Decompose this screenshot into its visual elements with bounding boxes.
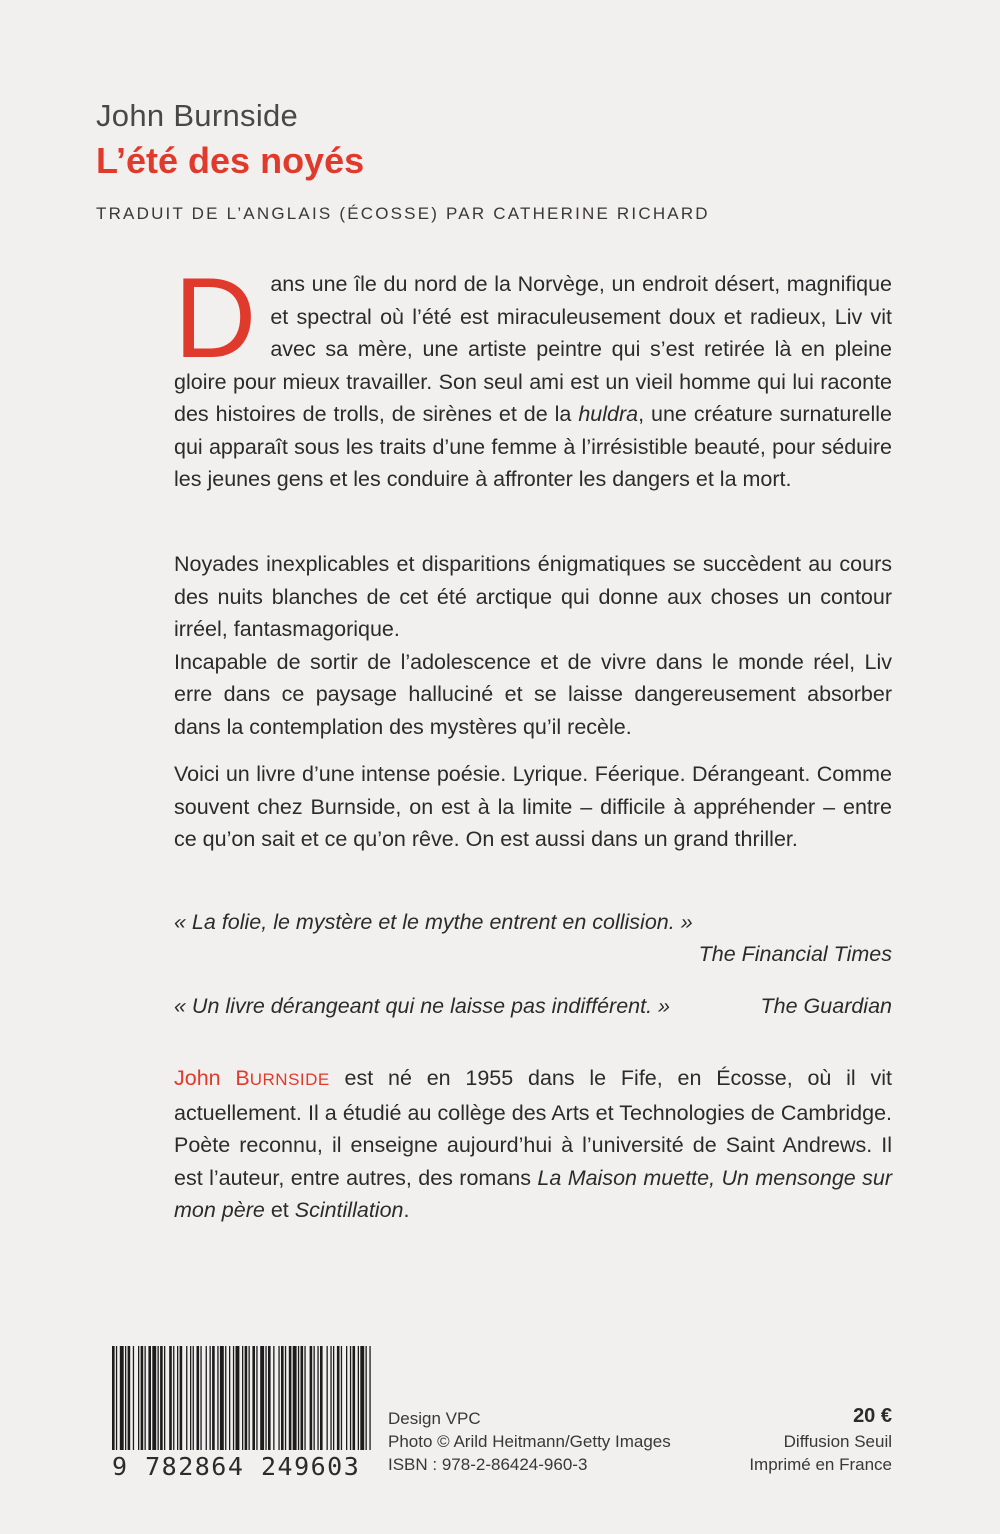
distribution-block bbox=[749, 1430, 892, 1476]
distribution: Diffusion Seuil bbox=[783, 1432, 892, 1451]
bio-book-2: Scintillation bbox=[294, 1198, 404, 1222]
author-name: John Burnside bbox=[96, 98, 299, 133]
credits-block bbox=[388, 1407, 671, 1476]
review-source-1: The Financial Times bbox=[698, 942, 892, 966]
translator-credit: TRADUIT DE L’ANGLAIS (ÉCOSSE) PAR CATHERINE RICHARD bbox=[96, 204, 710, 223]
book-title: L’été des noyés bbox=[96, 140, 365, 181]
synopsis-text-1b: , une créature surnaturelle qui apparaît sous les traits d’une femme à l’irrésistible beauté, pour séduire les jeunes gens et les conduire à affronter les dangers et la mort. bbox=[174, 402, 892, 491]
photo-credit: Photo © Arild Heitmann/Getty Images bbox=[388, 1432, 671, 1451]
synopsis-italic-word: huldra bbox=[578, 402, 639, 426]
synopsis-text-1a: ans une île du nord de la Norvège, un endroit désert, magnifique et spectral où l’été est miraculeusement doux et radieux, Liv vit avec sa mère, une artiste peintre qui s’est retirée là en pleine gloire pour mieux travailler. Son seul ami est un vieil homme qui lui raconte des histoires de trolls, de sirènes et de la bbox=[174, 272, 892, 426]
review-source-2: The Guardian bbox=[760, 994, 892, 1018]
barcode-digits: 9 782864 249603 bbox=[112, 1452, 361, 1481]
bio-and: et bbox=[264, 1198, 295, 1222]
review-quote-1: « La folie, le mystère et le mythe entrent en collision. » bbox=[174, 910, 693, 934]
synopsis-paragraph-1 bbox=[174, 255, 892, 496]
bio-last-initial: B bbox=[235, 1066, 250, 1090]
synopsis-paragraph-2 bbox=[174, 548, 892, 743]
synopsis-paragraph-3: Voici un livre d’une intense poésie. Lyrique. Féerique. Dérangeant. Comme souvent chez Burnside, on est à la limite – difficile à appréhender – entre ce qu’on sait et ce qu’on rêve. On est aussi dans un grand thriller. bbox=[174, 762, 892, 851]
synopsis-text-2b: Incapable de sortir de l’adolescence et de vivre dans le monde réel, Liv erre dans ce paysage halluciné et se laisse dangereusement absorber dans la contemplation des mystères qu’il recèle. bbox=[174, 649, 892, 739]
drop-cap: D bbox=[174, 255, 257, 382]
synopsis-text-2a: Noyades inexplicables et disparitions énigmatiques se succèdent au cours des nuits blanches de cet été arctique qui donne aux choses un contour irréel, fantasmagorique. bbox=[174, 552, 892, 641]
price: 20 € bbox=[853, 1405, 892, 1427]
bio-first-name: John bbox=[174, 1066, 236, 1090]
printed-in: Imprimé en France bbox=[749, 1455, 892, 1474]
review-quote-2: « Un livre dérangeant qui ne laisse pas indifférent. » bbox=[174, 994, 671, 1018]
barcode bbox=[112, 1346, 372, 1450]
bio-text: est né en 1955 dans le Fife, en Écosse, où il vit actuellement. Il a étudié au collège des Arts et Technologies de Cambridge. Poète reconnu, il enseigne aujourd’hui à l’université de Saint Andrews. Il est l’auteur, entre autres, des romans bbox=[174, 1066, 892, 1190]
bio-author-name bbox=[174, 1066, 330, 1090]
bio-book-1: La Maison muette, Un mensonge sur mon père bbox=[174, 1165, 892, 1222]
author-bio bbox=[174, 1062, 892, 1227]
bio-end: . bbox=[403, 1198, 410, 1222]
isbn: ISBN : 978-2-86424-960-3 bbox=[388, 1455, 588, 1474]
design-credit: Design VPC bbox=[388, 1409, 481, 1428]
bio-last-rest: URNSIDE bbox=[249, 1070, 330, 1089]
